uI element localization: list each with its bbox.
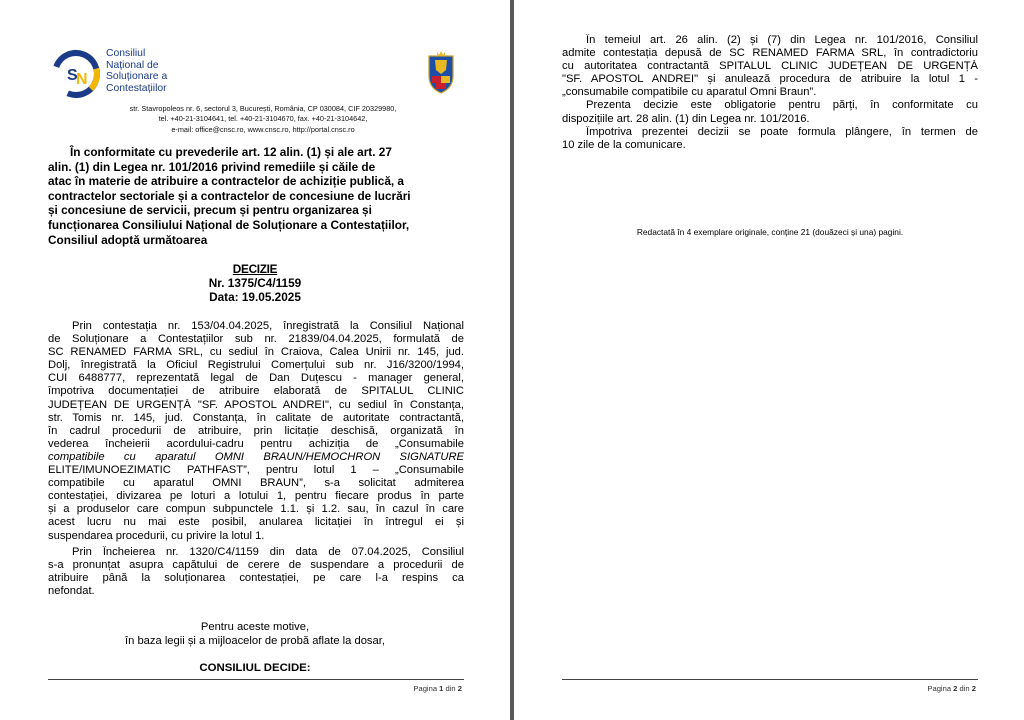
paragraph-line: admite contestația depusă de SC RENAMED FARMA SRL, în contradictoriu: [562, 47, 978, 60]
paragraph-line: compatibile cu aparatul OMNI BRAUN”, s-a solicitat admiterea: [48, 477, 464, 490]
preamble-line: și concesiune de servicii, precum și pentru organizarea și: [48, 203, 372, 218]
page-number-total: 2: [971, 684, 976, 693]
document-page-2: [514, 0, 1024, 720]
council-decides-heading: CONSILIUL DECIDE:: [199, 662, 311, 674]
org-name-line: Consiliul: [106, 48, 146, 59]
paragraph-line: Dolj, înregistrată la Oficiul Registrului Comerțului sub nr. J16/3200/1994,: [48, 359, 464, 372]
redactata-note: Redactată în 4 exemplare originale, conține 21 (douăzeci și una) pagini.: [636, 227, 904, 237]
org-name: [106, 48, 216, 94]
paragraph-line: vederea încheierii acordului-cadru pentru achiziția de „Consumabile: [48, 437, 464, 450]
contact-line: e-mail: office@cnsc.ro, www.cnsc.ro, http://portal.cnsc.ro: [171, 124, 355, 134]
footer-rule: [48, 679, 464, 680]
paragraph-line: Împotriva prezentei decizii se poate formula plângere, în termen de: [586, 125, 978, 138]
page-number-current: 2: [953, 684, 958, 693]
page-number-middle: din: [957, 684, 972, 693]
paragraph-line: CUI 6488777, reprezentată legal de Dan Duțescu - manager general,: [48, 372, 464, 385]
paragraph-line: în cadrul procedurii de atribuire, prin licitație deschisă, organizată în: [48, 424, 464, 437]
paragraph-line: În temeiul art. 26 alin. (2) și (7) din Legea nr. 101/2016, Consiliul: [586, 34, 978, 46]
paragraph-line: SC RENAMED FARMA SRL, cu sediul în Craiova, Calea Unirii nr. 145, jud.: [48, 346, 464, 359]
cnsc-logo-icon: [50, 48, 102, 100]
preamble-line: funcționarea Consiliului Național de Soluționare a Contestațiilor,: [48, 217, 410, 232]
preamble-line: atac în materie de atribuire a contractelor de achiziție publică, a: [48, 174, 404, 189]
motive-line: în baza legii și a mijloacelor de probă aflate la dosar,: [125, 635, 385, 647]
paragraph-line: str. Tomis nr. 145, jud. Constanța, în calitate de autoritate contractantă,: [48, 411, 464, 424]
preamble-line: Consiliul adoptă următoarea: [48, 232, 208, 247]
paragraph-line: și a produselor care compun subpunctele 1.1. și 1.2. sau, în cazul în care: [48, 503, 464, 516]
paragraph-line: "SF. APOSTOL ANDREI" și anulează procedura de atribuire la lotul 1 -: [562, 73, 978, 86]
page-number: [927, 684, 976, 693]
decision-title: DECIZIE: [232, 262, 278, 276]
page-number: [413, 684, 462, 693]
page-number-current: 1: [439, 684, 444, 693]
preamble-line: În conformitate cu prevederile art. 12 alin. (1) și ale art. 27: [70, 145, 392, 159]
org-name-line: Contestațiilor: [106, 82, 167, 94]
decision-date: Data: 19.05.2025: [209, 290, 301, 304]
paragraph-line: 10 zile de la comunicare.: [562, 138, 686, 151]
paragraph-line: acest lucru nu mai este posibil, anularea licitației în întregul ei și: [48, 516, 464, 529]
paragraph-line: atribuire până la soluționarea contestației, pe care l-a respins ca: [48, 572, 464, 585]
decision-number: Nr. 1375/C4/1159: [208, 276, 302, 290]
paragraph-line: suspendarea procedurii, cu privire la lotul 1.: [48, 529, 265, 542]
paragraph-line: Prin contestația nr. 153/04.04.2025, înregistrată la Consiliul Național: [72, 320, 464, 332]
paragraph-line: ELITE/IMUNOEZIMATIC PATHFAST”, pentru lotul 1 – „Consumabile: [48, 464, 464, 477]
paragraph-line: s-a pronunțat asupra capătului de cerere de suspendare a procedurii de: [48, 559, 464, 572]
svg-text:S: S: [67, 67, 78, 84]
contact-info: [88, 104, 438, 135]
paragraph-line: de Soluționare a Contestațiilor sub nr. 21839/04.04.2025, formulată de: [48, 333, 464, 346]
page-number-middle: din: [443, 684, 458, 693]
org-name-line: Soluționare a: [106, 71, 168, 83]
preamble-line: contractelor sectoriale și a contractelor de concesiune de lucrări: [48, 188, 411, 203]
contact-line: str. Stavropoleos nr. 6, sectorul 3, București, România, CP 030084, CIF 20329980,: [129, 104, 397, 113]
paragraph-line: nefondat.: [48, 585, 95, 598]
paragraph-line: Prin Încheierea nr. 1320/C4/1159 din data de 07.04.2025, Consiliul: [72, 546, 464, 558]
org-name-line: Național de: [106, 59, 159, 71]
paragraph-line: dispozițiile art. 28 alin. (1) din Legea nr. 101/2016.: [562, 112, 810, 125]
decision-title-block: [48, 262, 462, 304]
paragraph-line: cu autoritatea contractantă SPITALUL CLINIC JUDEȚEAN DE URGENȚĂ: [562, 60, 978, 73]
motive-line: Pentru aceste motive,: [200, 621, 310, 633]
romania-coat-of-arms-icon: [424, 50, 458, 94]
decision-body: [562, 34, 978, 152]
footer-rule: [562, 679, 978, 680]
contact-line: tel. +40-21-3104641, tel. +40-21-3104670, fax. +40-21-3104642,: [158, 114, 368, 124]
document-page-1: [0, 0, 510, 720]
svg-text:N: N: [76, 71, 88, 88]
paragraph-line: contestației, divizarea pe loturi a lotului 1, pentru fiecare produs în parte: [48, 490, 464, 503]
page-number-total: 2: [457, 684, 462, 693]
paragraph-line: „consumabile compatibile cu aparatul Omni Braun”.: [562, 86, 817, 99]
preamble-line: alin. (1) din Legea nr. 101/2016 privind remediile și căile de: [48, 159, 376, 174]
paragraph-line: compatibile cu aparatul OMNI BRAUN/HEMOCHRON SIGNATURE: [48, 450, 464, 463]
paragraph-line: JUDEȚEAN DE URGENȚĂ "SF. APOSTOL ANDREI", cu sediul în Constanța,: [48, 398, 464, 411]
paragraph-incheiere: [48, 546, 464, 598]
paragraph-line: Prezenta decizie este obligatorie pentru părți, în conformitate cu: [586, 99, 978, 112]
paragraph-contestatie: [48, 320, 464, 543]
paragraph-line: împotriva documentației de atribuire elaborată de SPITALUL CLINIC: [48, 385, 464, 398]
page-number-prefix: Pagina: [927, 684, 954, 693]
page-number-prefix: Pagina: [413, 684, 440, 693]
preamble: [48, 145, 462, 247]
motive-block: [48, 620, 462, 648]
